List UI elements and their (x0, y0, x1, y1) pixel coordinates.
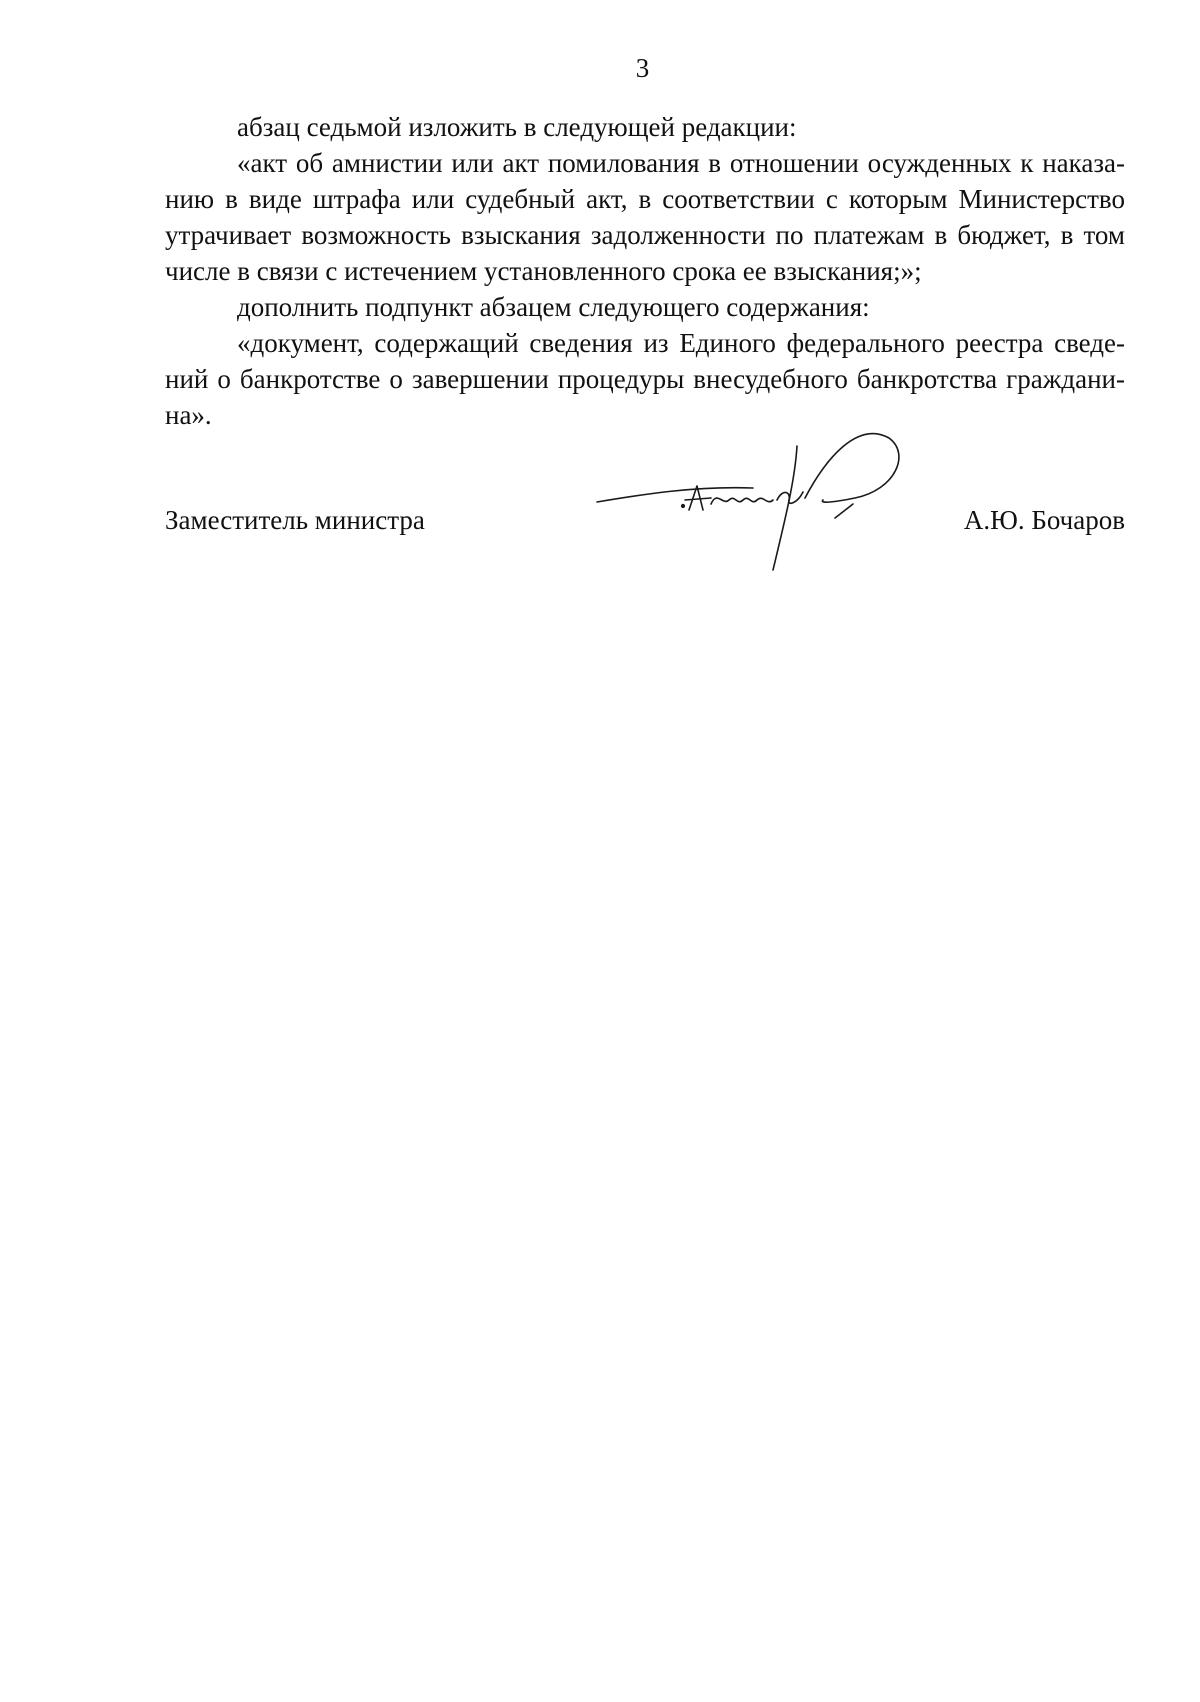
paragraph-line: нию в виде штрафа или судебный акт, в соответствии с которым Министерство (165, 184, 1125, 214)
document-body (165, 109, 1125, 433)
paragraph-line: «документ, содержащий сведения из Единого федерального реестра сведе- (237, 328, 1125, 358)
paragraph-line: числе в связи с истечением установленного срока ее взыскания;»; (165, 256, 922, 286)
paragraph-line: утрачивает возможность взыскания задолженности по платежам в бюджет, в том (165, 220, 1125, 250)
signer-name: А.Ю. Бочаров (963, 505, 1125, 535)
paragraph-line: абзац седьмой изложить в следующей редакции: (237, 112, 797, 142)
paragraph-line: дополнить подпункт абзацем следующего содержания: (237, 292, 870, 322)
signature-block (165, 480, 1125, 540)
signer-title: Заместитель министра (165, 505, 425, 535)
paragraph-line: на». (165, 400, 212, 430)
handwritten-signature (585, 420, 915, 590)
paragraph-line: «акт об амнистии или акт помилования в отношении осужденных к наказа- (237, 148, 1125, 178)
paragraph-line: ний о банкротстве о завершении процедуры внесудебного банкротства граждани- (165, 364, 1125, 394)
page-number: 3 (635, 53, 650, 83)
